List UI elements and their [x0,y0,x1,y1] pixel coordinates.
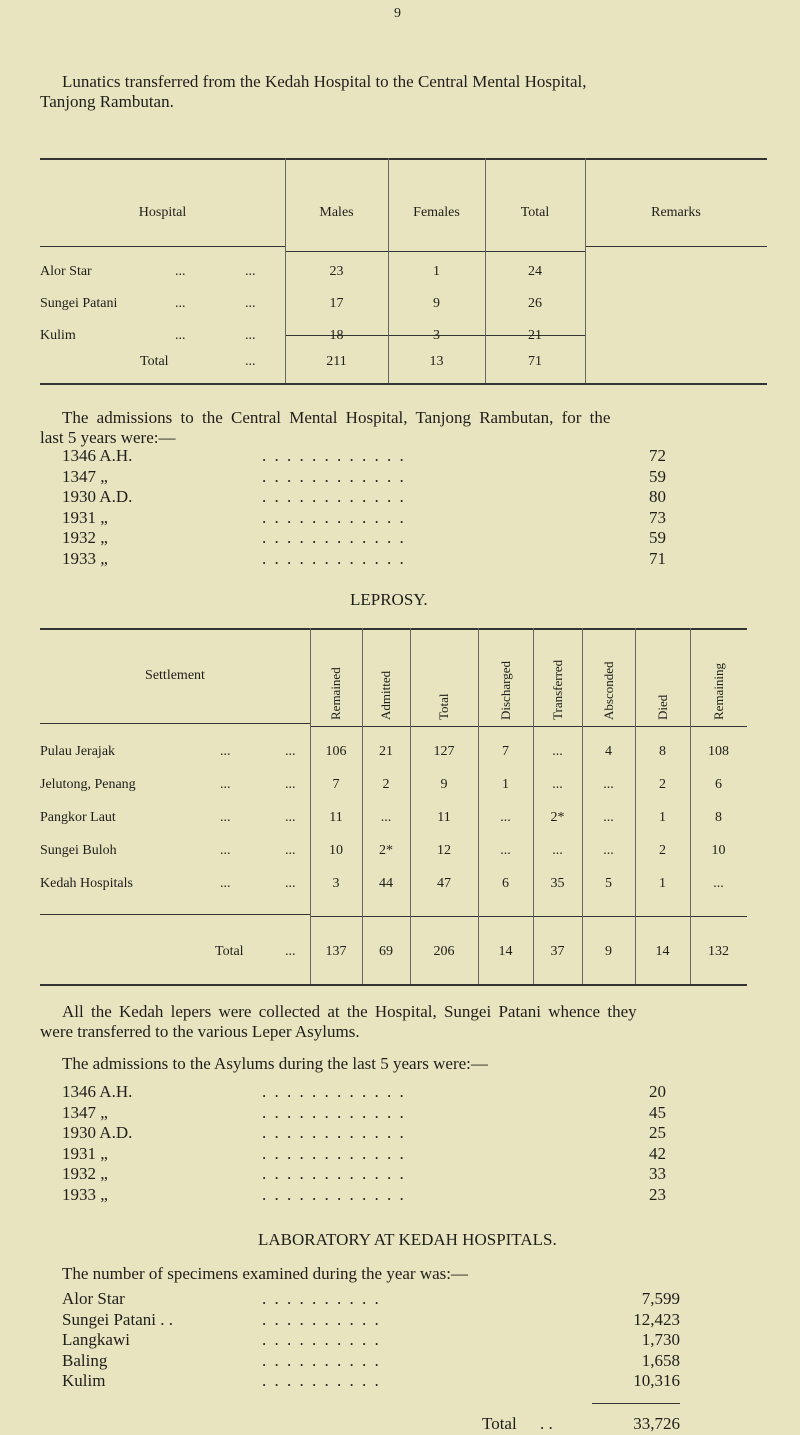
list-item-value: 72 [649,446,666,465]
column-header: Remained [328,667,343,720]
table-cell: 3 [332,876,340,891]
leader-dots: ... [245,354,256,369]
table-cell: 2 [382,777,390,792]
table-cell: 108 [708,744,729,759]
specimens-total: 33,726 [633,1414,680,1433]
leader-dots: ... [220,744,231,759]
list-item-value: 10,316 [633,1371,680,1391]
column-divider [478,628,479,984]
column-header: Died [654,694,670,720]
leader-dots: . . . . . . . . . . . . [262,446,406,465]
leader-dots: . . . . . . . . . . . . [262,1082,406,1101]
females: 1 [433,264,440,279]
list-item-value: 45 [649,1102,666,1122]
list-item-value: 1,658 [641,1350,680,1370]
leader-dots: ... [285,843,296,858]
females: 3 [433,328,440,343]
leader-dots: . . . . . . . . . . [262,1371,381,1391]
list-item-label: 1931 „ [62,1143,108,1163]
leader-dots: . . . . . . . . . . . . [262,1102,406,1122]
table-cell: 132 [708,944,729,959]
list-item-value: 25 [649,1123,666,1143]
list-item-value: 7,599 [641,1289,680,1308]
list-item-value: 12,423 [633,1309,680,1329]
leader-dots: ... [285,876,296,891]
table-cell: 9 [605,944,612,959]
table-cell: 4 [605,744,612,759]
females: 13 [429,354,444,369]
table-cell: 47 [437,876,451,891]
table-cell: ... [603,843,614,858]
page-number: 9 [394,6,401,21]
table-cell: ... [552,744,563,759]
column-divider [635,628,636,984]
table-cell: 206 [433,944,455,959]
leader-dots: . . . . . . . . . . . . [262,1185,406,1204]
list-item-label: Sungei Patani . . [62,1309,173,1329]
leader-dots: ... [220,876,231,891]
males: 17 [329,296,344,311]
column-header: Settlement [145,668,205,683]
table-cell: 1 [502,777,509,792]
table-cell: ... [603,777,614,792]
paragraph: were transferred to the various Leper Asylums. [40,1022,360,1041]
paragraph: All the Kedah lepers were collected at the Hospital, Sungei Patani whence they [62,1002,637,1021]
list-item-label: 1932 „ [62,1164,108,1184]
leader-dots: . . [540,1414,553,1433]
table-cell: 69 [379,944,393,959]
table-cell: 11 [329,810,343,825]
column-header: Transferred [549,659,565,720]
paragraph: last 5 years were:— [40,428,176,447]
list-item-value: 80 [649,487,666,507]
leader-dots: . . . . . . . . . . [262,1309,381,1329]
table-cell: 6 [715,777,722,792]
total: 71 [528,354,542,369]
table-cell: 8 [659,744,666,759]
table-cell: ... [500,843,511,858]
hospital-name: Kulim [40,328,76,343]
list-item-value: 23 [649,1185,666,1204]
table-cell: 44 [379,876,393,891]
column-header: Absconded [600,661,616,720]
list-item-label: 1931 „ [62,507,108,527]
column-header: Remarks [651,205,701,220]
total-label: Total [215,944,244,959]
table-cell: 10 [711,843,726,858]
males: 211 [326,354,347,369]
total: 26 [528,296,542,311]
column-header: Admitted [378,670,393,720]
list-item-label: Alor Star [62,1289,125,1308]
leader-dots: . . . . . . . . . . . . [262,466,406,486]
settlement-name: Sungei Buloh [40,843,117,858]
leader-dots: . . . . . . . . . . . . [262,1143,406,1163]
table-cell: ... [380,810,392,825]
leader-dots: ... [220,810,231,825]
column-header: Hospital [138,205,187,220]
leader-dots: ... [285,944,296,959]
table-cell: ... [552,777,563,792]
list-item-label: 1933 „ [62,549,108,568]
list-item-label: Langkawi [62,1330,130,1350]
females: 9 [433,296,440,311]
list-item-value: 20 [649,1082,666,1101]
section-heading: LEPROSY. [350,590,428,609]
list-item-label: 1347 „ [62,1102,108,1122]
table-cell: 14 [655,944,670,959]
table-cell: 127 [433,744,455,759]
list-item-label: 1347 „ [62,466,108,486]
table-cell: 2* [379,843,393,858]
table-cell: 12 [437,843,451,858]
table-cell: 14 [498,944,513,959]
leader-dots: ... [285,810,296,825]
column-header: Males [319,205,354,220]
paragraph: The admissions to the Asylums during the last 5 years were:— [62,1054,488,1073]
title-line: Lunatics transferred from the Kedah Hospital to the Central Mental Hospital, [62,72,587,91]
table-cell: 7 [332,777,340,792]
list-item-label: 1932 „ [62,528,108,548]
paragraph: The number of specimens examined during the year was:— [62,1264,468,1283]
leader-dots: . . . . . . . . . . . . [262,528,406,548]
leader-dots: . . . . . . . . . . . . [262,507,406,527]
leader-dots: . . . . . . . . . . [262,1289,381,1308]
leader-dots: ... [245,328,256,343]
leader-dots: ... [175,264,186,279]
column-header: Discharged [497,661,513,720]
column-divider [410,628,411,984]
list-item-value: 42 [649,1143,666,1163]
column-divider [690,628,691,984]
table-cell: 35 [550,876,565,891]
list-item-label: 1346 A.H. [62,446,133,465]
settlement-name: Jelutong, Penang [40,777,136,792]
leader-dots: . . . . . . . . . . [262,1350,381,1370]
list-item-label: 1933 „ [62,1185,108,1204]
column-divider [582,628,583,984]
table-cell: 6 [502,876,509,891]
males: 23 [329,264,344,279]
leader-dots: . . . . . . . . . . [262,1330,381,1350]
table-cell: 2* [550,810,565,825]
total: 24 [528,264,542,279]
hospital-name: Sungei Patani [40,296,118,311]
leader-dots: ... [245,296,256,311]
title-line: Tanjong Rambutan. [40,92,174,111]
table-cell: 9 [440,777,448,792]
table-cell: 7 [502,744,509,759]
column-header: Total [520,205,550,220]
leader-dots: ... [220,843,231,858]
leader-dots: . . . . . . . . . . . . [262,1123,406,1143]
total-label: Total [140,354,169,369]
list-item-value: 33 [649,1164,666,1184]
column-header: Total [436,693,451,720]
column-header: Remaining [710,662,726,720]
table-cell: 2 [659,777,666,792]
table-cell: 2 [659,843,666,858]
table-cell: ... [603,810,614,825]
leader-dots: ... [285,777,296,792]
list-item-value: 59 [649,466,666,486]
column-divider [533,628,534,984]
leader-dots: . . . . . . . . . . . . [262,1164,406,1184]
column-header: Females [413,205,460,220]
table-cell: 1 [659,876,666,891]
column-divider [362,628,363,984]
table-cell: 21 [379,744,393,759]
table-cell: 137 [325,944,347,959]
table-cell: 1 [659,810,666,825]
list-item-value: 71 [649,549,666,568]
table-cell: 8 [715,810,722,825]
list-item-label: 1930 A.D. [62,487,133,507]
leader-dots: ... [175,296,186,311]
leader-dots: . . . . . . . . . . . . [262,549,406,568]
table-cell: ... [713,876,724,891]
list-item-label: 1930 A.D. [62,1123,133,1143]
list-item-label: Baling [62,1350,108,1370]
column-divider [310,628,311,984]
table-cell: 106 [325,744,347,759]
section-heading: LABORATORY AT KEDAH HOSPITALS. [258,1230,557,1249]
list-item-value: 73 [649,507,666,527]
hospital-name: Alor Star [40,264,92,279]
table-cell: ... [500,810,511,825]
total: 21 [528,328,542,343]
specimens-total-label: Total [482,1414,517,1433]
table-cell: 5 [605,876,612,891]
leader-dots: ... [175,328,186,343]
leader-dots: . . . . . . . . . . . . [262,487,406,507]
settlement-name: Pulau Jerajak [40,744,116,759]
table-cell: 37 [550,944,565,959]
table-cell: ... [552,843,563,858]
leader-dots: ... [245,264,256,279]
table-cell: 11 [437,810,451,825]
leader-dots: ... [285,744,296,759]
list-item-label: Kulim [62,1371,106,1391]
settlement-name: Kedah Hospitals [40,876,133,891]
males: 18 [329,328,344,343]
list-item-value: 59 [649,528,666,548]
paragraph: The admissions to the Central Mental Hospital, Tanjong Rambutan, for the [62,408,611,427]
list-item-value: 1,730 [641,1330,680,1350]
list-item-label: 1346 A.H. [62,1082,133,1101]
table-cell: 10 [329,843,343,858]
leader-dots: ... [220,777,231,792]
settlement-name: Pangkor Laut [40,810,116,825]
